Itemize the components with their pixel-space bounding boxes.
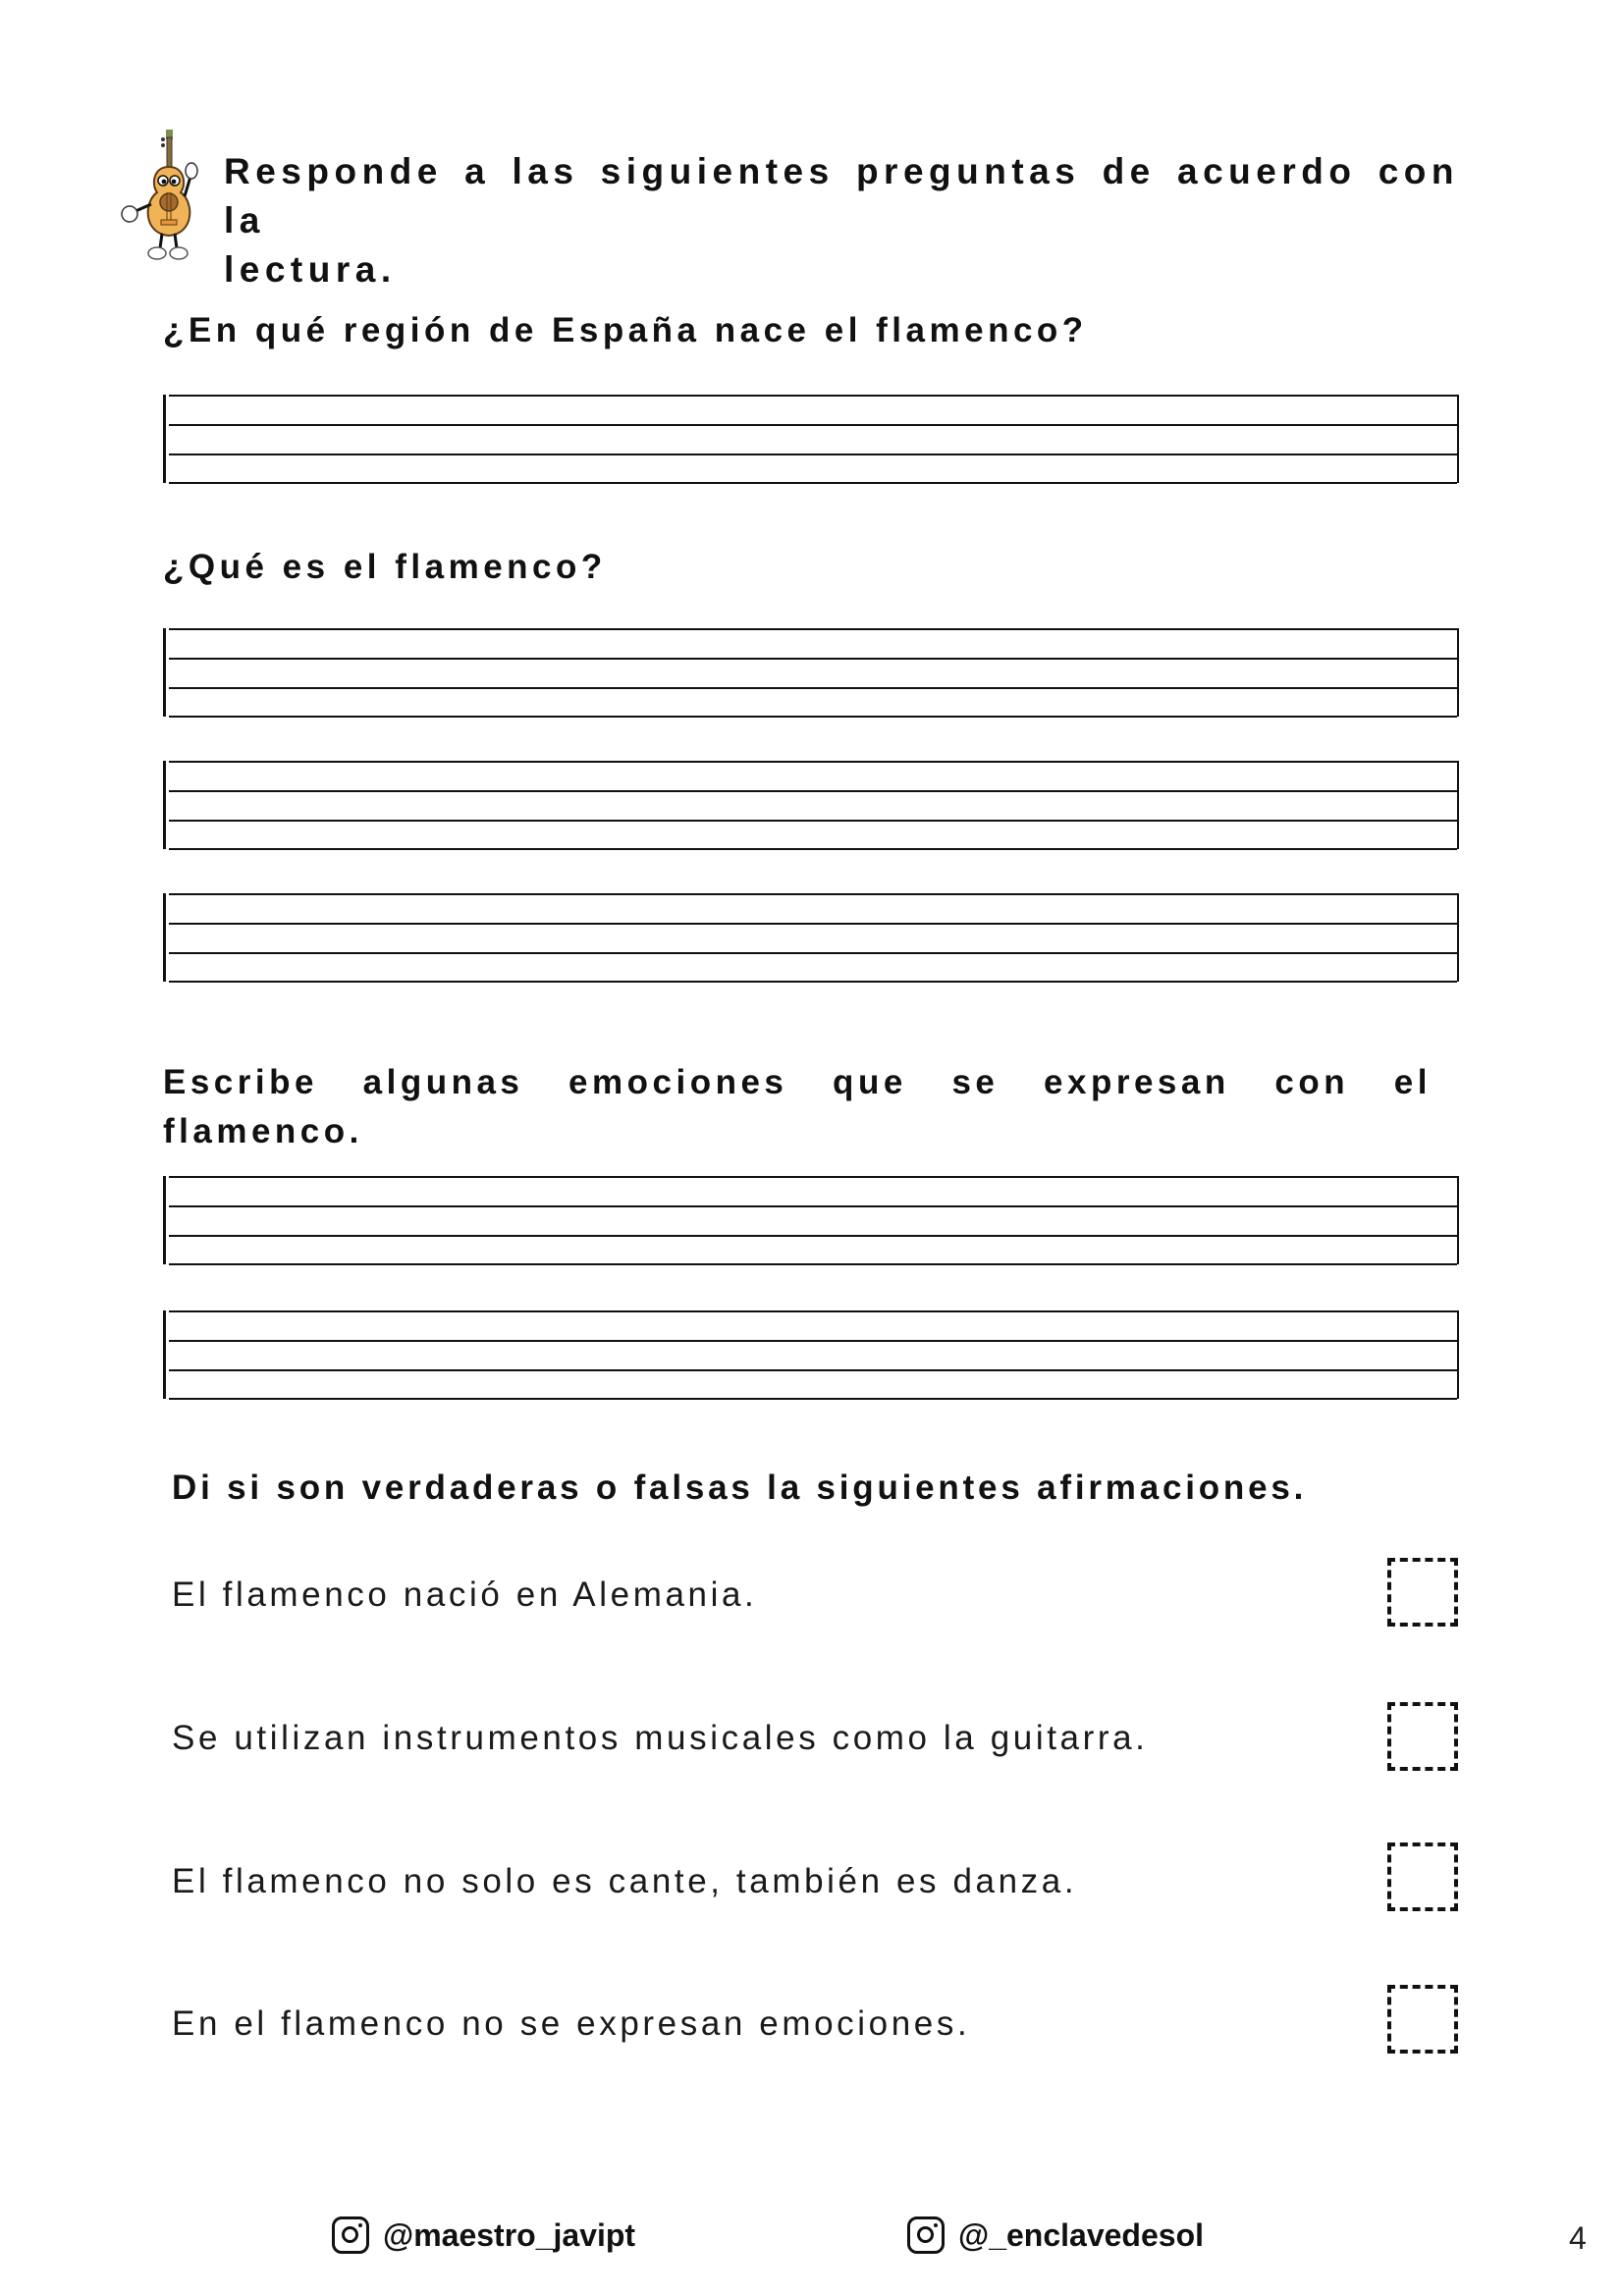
social-handle-2-text: @_enclavedesol bbox=[958, 2216, 1204, 2253]
writing-line bbox=[169, 1263, 1457, 1265]
social-handle-1 bbox=[332, 2216, 635, 2254]
statement-4: En el flamenco no se expresan emociones. bbox=[172, 2004, 971, 2043]
writing-line bbox=[169, 952, 1457, 954]
question-3-line-1: Escribe algunas emociones que se expresan con el bbox=[163, 1063, 1432, 1101]
answer-checkbox-3[interactable] bbox=[1387, 1842, 1458, 1911]
writing-line bbox=[169, 893, 1457, 895]
answer-lines-q2-2[interactable] bbox=[163, 761, 1459, 849]
instagram-icon bbox=[332, 2216, 369, 2254]
writing-line bbox=[169, 761, 1457, 763]
writing-line bbox=[169, 716, 1457, 718]
writing-line bbox=[169, 482, 1457, 484]
question-3 bbox=[163, 1058, 1432, 1156]
writing-line bbox=[169, 1176, 1457, 1178]
answer-lines-q3-2[interactable] bbox=[163, 1310, 1459, 1399]
answer-lines-q1[interactable] bbox=[163, 395, 1459, 483]
question-2: ¿Qué es el flamenco? bbox=[163, 548, 607, 586]
instruction-heading bbox=[224, 147, 1459, 294]
writing-line bbox=[169, 1235, 1457, 1237]
writing-line bbox=[169, 1310, 1457, 1312]
answer-lines-q3-1[interactable] bbox=[163, 1176, 1459, 1264]
writing-line bbox=[169, 790, 1457, 792]
answer-checkbox-4[interactable] bbox=[1387, 1985, 1458, 2054]
instruction-line-1: Responde a las siguientes preguntas de acuerdo con la bbox=[224, 151, 1459, 240]
writing-line bbox=[169, 395, 1457, 397]
answer-lines-q2-1[interactable] bbox=[163, 628, 1459, 717]
writing-line bbox=[169, 1398, 1457, 1400]
question-1: ¿En qué región de España nace el flamenco? bbox=[163, 311, 1088, 349]
writing-line bbox=[169, 424, 1457, 426]
page-number: 4 bbox=[1569, 2220, 1587, 2256]
writing-line bbox=[169, 1205, 1457, 1207]
instagram-icon bbox=[907, 2216, 945, 2254]
answer-lines-q2-3[interactable] bbox=[163, 893, 1459, 982]
writing-line bbox=[169, 981, 1457, 983]
writing-line bbox=[169, 454, 1457, 455]
statement-3: El flamenco no solo es cante, también es danza. bbox=[172, 1862, 1078, 1900]
question-3-line-2: flamenco. bbox=[163, 1112, 363, 1150]
writing-line bbox=[169, 1369, 1457, 1371]
writing-line bbox=[169, 1340, 1457, 1342]
true-false-heading: Di si son verdaderas o falsas la siguientes afirmaciones. bbox=[172, 1468, 1308, 1507]
writing-line bbox=[169, 628, 1457, 630]
answer-checkbox-1[interactable] bbox=[1387, 1558, 1458, 1627]
statement-2: Se utilizan instrumentos musicales como la guitarra. bbox=[172, 1719, 1149, 1757]
writing-line bbox=[169, 923, 1457, 925]
statement-1: El flamenco nació en Alemania. bbox=[172, 1575, 758, 1614]
instruction-line-2: lectura. bbox=[224, 249, 397, 290]
answer-checkbox-2[interactable] bbox=[1387, 1702, 1458, 1771]
writing-line bbox=[169, 658, 1457, 660]
writing-line bbox=[169, 687, 1457, 689]
social-handle-1-text: @maestro_javipt bbox=[383, 2216, 636, 2253]
writing-line bbox=[169, 820, 1457, 822]
writing-line bbox=[169, 848, 1457, 850]
social-handle-2 bbox=[907, 2216, 1204, 2254]
guitar-mascot-icon bbox=[118, 126, 211, 263]
